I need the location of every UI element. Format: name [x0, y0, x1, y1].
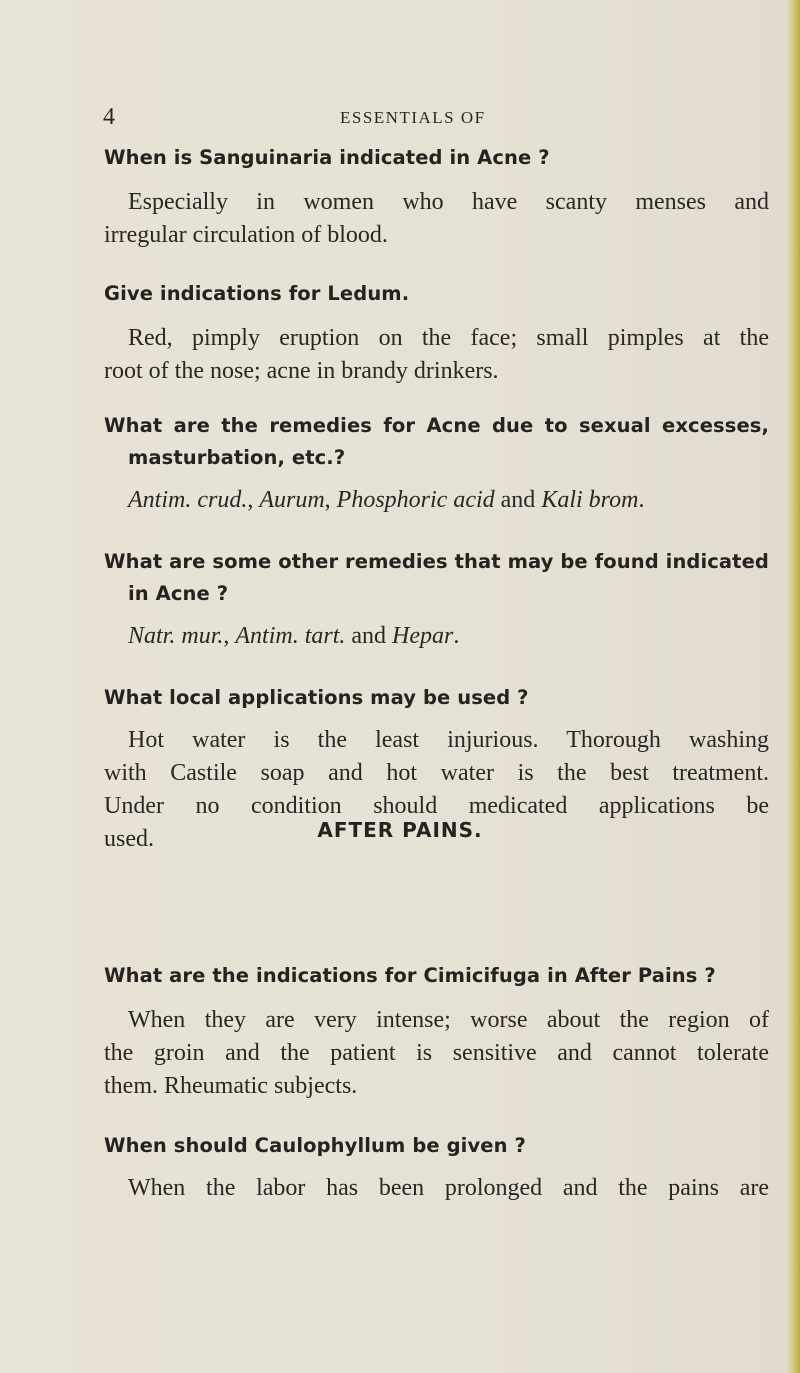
- running-head: ESSENTIALS OF: [340, 108, 486, 127]
- answer-ledum: Red, pimply eruption on the face; small pimples at the root of the nose; acne in brandy drinkers.: [104, 325, 769, 384]
- question-other-remedies: What are some other remedies that may be found indicated in Acne ?: [104, 550, 769, 605]
- remedy-antim-tart: Antim. tart.: [235, 623, 346, 649]
- answer-sexual-excesses: Antim. crud., Aurum, Phosphoric acid and Kali brom.: [128, 487, 645, 513]
- page-edge: [786, 0, 800, 1373]
- question-cimicifuga: What are the indications for Cimicifuga in After Pains ?: [104, 964, 716, 987]
- remedy-aurum: Aurum: [259, 487, 325, 513]
- remedy-natr-mur: Natr. mur.: [128, 623, 224, 649]
- question-sanguinaria: When is Sanguinaria indicated in Acne ?: [104, 146, 550, 169]
- remedy-antim-crud: Antim. crud.: [128, 487, 248, 513]
- question-caulophyllum: When should Caulophyllum be given ?: [104, 1134, 526, 1157]
- page-header: [103, 104, 743, 134]
- page-number: 4: [103, 104, 115, 130]
- remedy-hepar: Hepar: [392, 623, 454, 649]
- answer-sanguinaria: Especially in women who have scanty menses and irregular circulation of blood.: [104, 189, 769, 248]
- question-sexual-excesses: What are the remedies for Acne due to sexual excesses, masturbation, etc.?: [104, 414, 769, 469]
- question-ledum: Give indications for Ledum.: [104, 282, 410, 305]
- remedy-phosphoric-acid: Phosphoric acid: [336, 487, 495, 513]
- question-local-applications: What local applications may be used ?: [104, 686, 529, 709]
- answer-other-remedies: Natr. mur., Antim. tart. and Hepar.: [128, 623, 460, 649]
- section-title: AFTER PAINS.: [317, 818, 483, 842]
- answer-caulophyllum: When the labor has been prolonged and the pains are: [128, 1175, 769, 1201]
- remedy-kali-brom: Kali brom: [541, 487, 639, 513]
- answer-cimicifuga: When they are very intense; worse about the region of the groin and the patient is sensitive and cannot tolerate them. Rheumatic subjects.: [104, 1007, 769, 1099]
- answer-local-applications: Hot water is the least injurious. Thorough washing with Castile soap and hot water is the best treatment. Under no condition should medicated applications be used.: [104, 727, 769, 852]
